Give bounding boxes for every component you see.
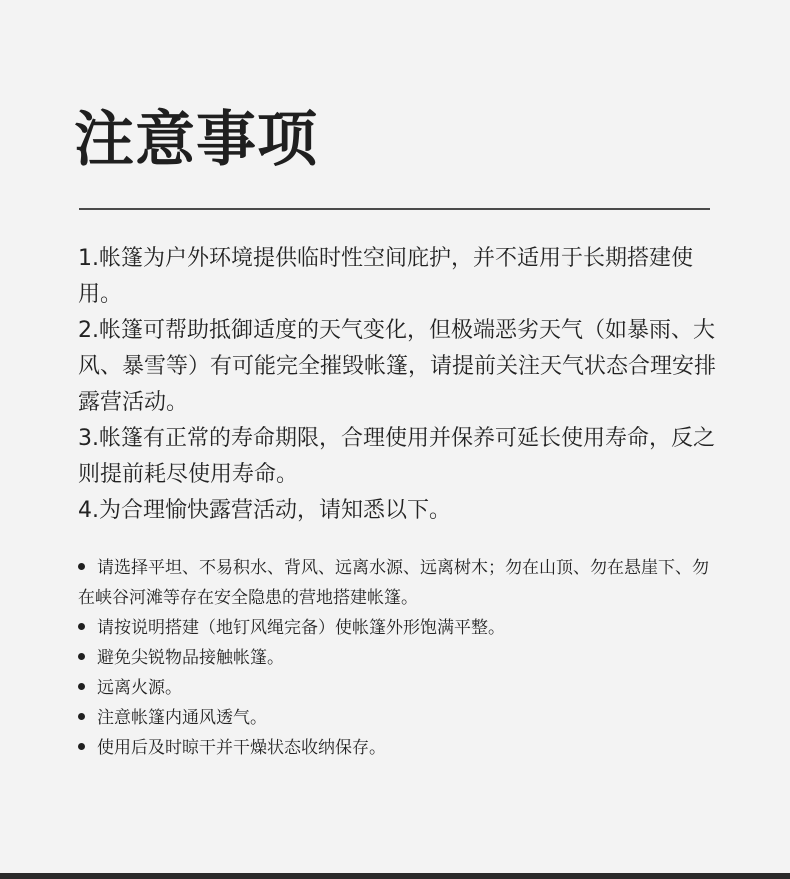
note-item: 3.帐篷有正常的寿命期限，合理使用并保养可延长使用寿命，反之则提前耗尽使用寿命。: [78, 426, 715, 487]
note-item: 4.为合理愉快露营活动，请知悉以下。: [78, 498, 451, 523]
bottom-strip: [0, 873, 790, 879]
tip-item: [78, 673, 718, 703]
note-item: 1.帐篷为户外环境提供临时性空间庇护，并不适用于长期搭建使用。: [78, 246, 693, 307]
tip-item: [78, 733, 718, 763]
tip-text: 注意帐篷内通风透气。: [97, 708, 267, 728]
bullet-icon: [78, 683, 85, 690]
title-divider: [79, 208, 710, 210]
bullet-icon: [78, 713, 85, 720]
tip-text: 请按说明搭建（地钉风绳完备）使帐篷外形饱满平整。: [97, 618, 505, 638]
page-title: 注意事项: [74, 105, 318, 175]
notes-list: [78, 241, 718, 529]
bullet-icon: [78, 563, 85, 570]
tip-text: 使用后及时晾干并干燥状态收纳保存。: [97, 738, 386, 758]
bullet-icon: [78, 623, 85, 630]
tip-text: 远离火源。: [97, 678, 182, 698]
tip-text: 避免尖锐物品接触帐篷。: [97, 648, 284, 668]
tips-list: [78, 553, 718, 763]
tip-item: [78, 553, 718, 613]
tip-item: [78, 643, 718, 673]
tip-item: [78, 703, 718, 733]
tip-item: [78, 613, 718, 643]
tip-text: 请选择平坦、不易积水、背风、远离水源、远离树木；勿在山顶、勿在悬崖下、勿在峡谷河滩等存在安全隐患的营地搭建帐篷。: [78, 558, 709, 608]
note-item: 2.帐篷可帮助抵御适度的天气变化，但极端恶劣天气（如暴雨、大风、暴雪等）有可能完全摧毁帐篷，请提前关注天气状态合理安排露营活动。: [78, 318, 717, 415]
bullet-icon: [78, 743, 85, 750]
bullet-icon: [78, 653, 85, 660]
